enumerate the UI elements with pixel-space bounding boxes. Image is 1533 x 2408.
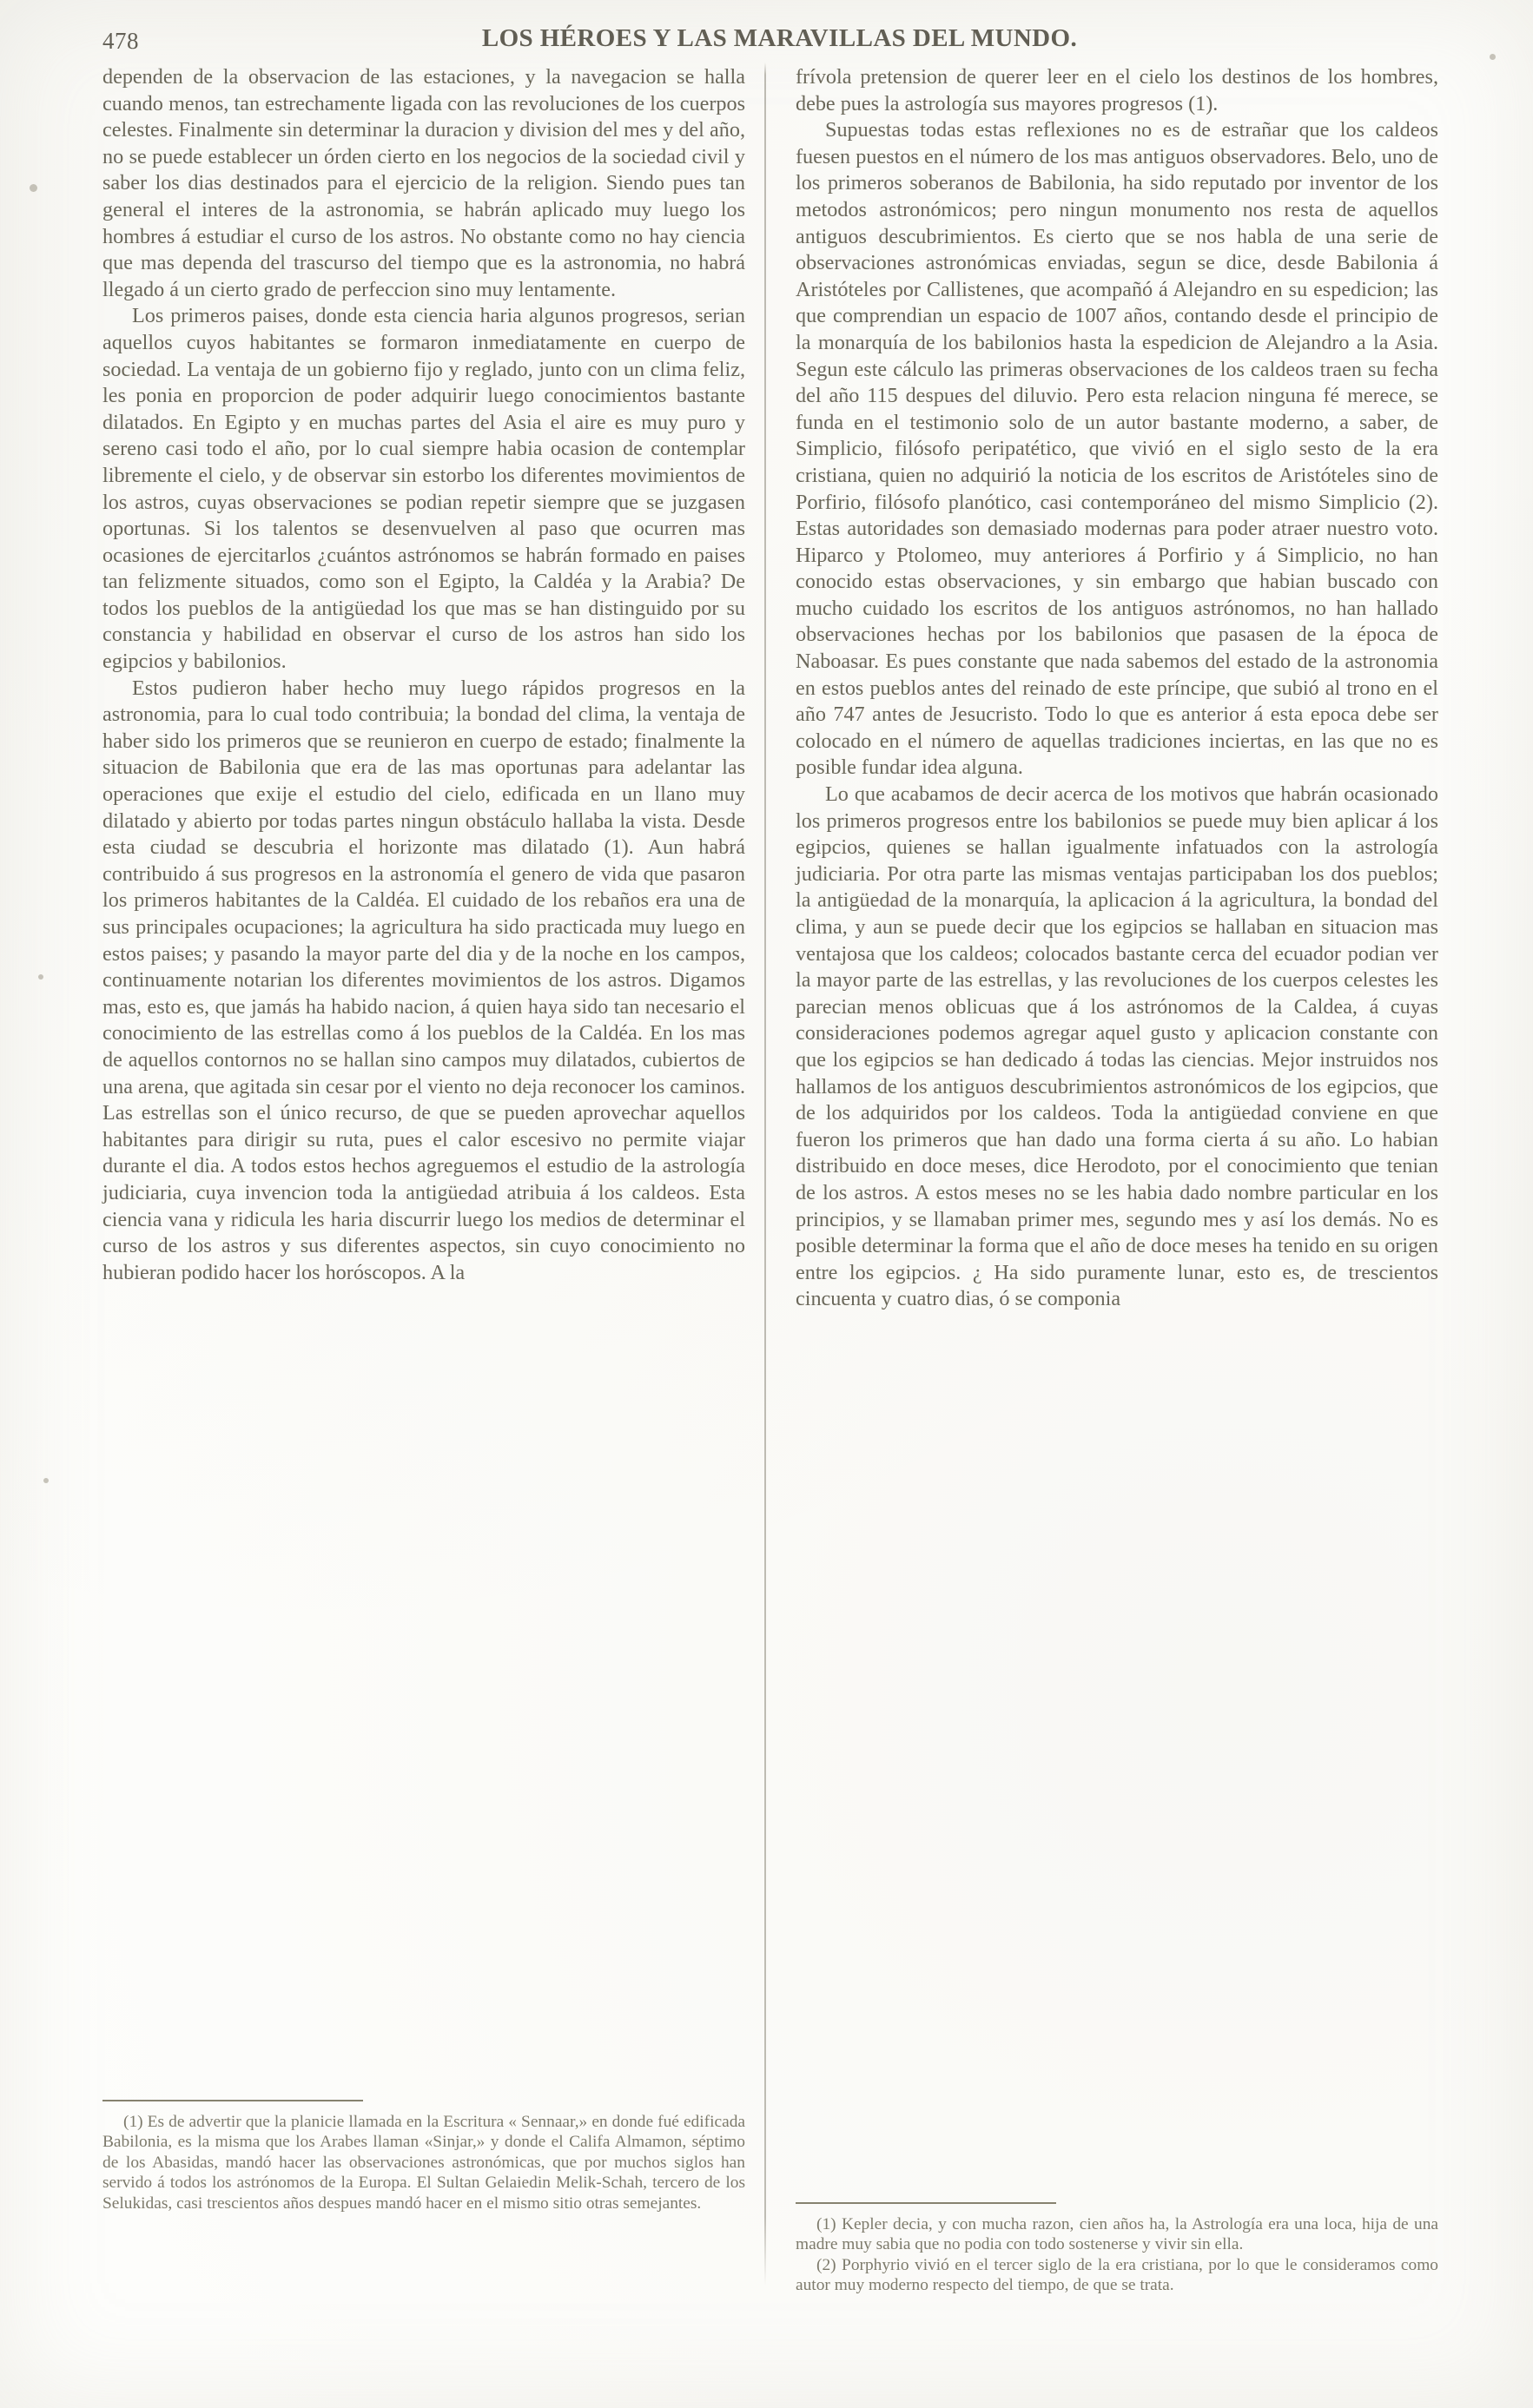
paragraph: Estos pudieron haber hecho muy luego rápidos progresos en la astronomia, para lo cual todo contribuia; la bondad del clima, la ventaja de haber sido los primeros que se reunieron en cuerpo de estado; finalmente la situacion de Babilonia que era de las mas oportunas para adelantar las operaciones que exije el estudio del cielo, edificada en un llano muy dilatado y abierto por todas partes ningun obstáculo hallaba la vista. Desde esta ciudad se descubria el horizonte mas dilatado (1). Aun habrá contribuido á sus progresos en la astronomía el genero de vida que pasaron los primeros habitantes de la Caldéa. El cuidado de los rebaños era una de sus principales ocupaciones; la agricultura ha sido practicada muy luego en estos paises; y pasando la mayor parte del dia y de la noche en los campos, continuamente notarian los diferentes movimientos de los astros. Digamos mas, esto es, que jamás ha habido nacion, á quien haya sido tan necesario el conocimiento de las estrellas como á los pueblos de la Caldéa. En los mas de aquellos contornos no se hallan sino campos muy dilatados, cubiertos de una arena, que agitada sin cesar por el viento no deja reconocer los caminos. Las estrellas son el único recurso, de que se pueden aprovechar aquellos habitantes para dirigir su ruta, pues el calor escesivo no permite viajar durante el dia. A todos estos hechos agreguemos el estudio de la astrología judiciaria, cuya invencion toda la antigüedad atribuia á los caldeos. Esta ciencia vana y ridicula les haria discurrir luego los medios de determinar el curso de los astros y sus diferentes aspectos, sin cuyo conocimiento no hubieran podido hacer los horóscopos. A la [102,676,745,1284]
page-number: 478 [102,28,139,54]
right-footnotes [796,2214,1438,2296]
paragraph: dependen de la observacion de las estaciones, y la navegacion se halla cuando menos, tan estrechamente ligada con las revoluciones de los cuerpos celestes. Finalmente sin determinar la duracion y division del mes y del año, no se puede establecer un órden cierto en los negocios de la sociedad civil y saber los dias destinados para el ejercicio de la religion. Siendo pues tan general el interes de la astronomia, se habrán aplicado muy luego los hombres á estudiar el curso de los astros. No obstante como no hay ciencia que mas dependa del trascurso del tiempo que es la astronomia, no habrá llegado á un cierto grado de perfeccion sino muy lentamente. [102,65,745,301]
footnote: (1) Es de advertir que la planicie llamada en la Escritura « Sennaar,» en donde fué edificada Babilonia, es la misma que los Arabes llaman «Sinjar,» y donde el Califa Almamon, séptimo de los Abasidas, mandó hacer las observaciones astronómicas, que por muchos siglos han servido á todos los astrónomos de la Europa. El Sultan Gelaiedin Melik-Schah, tercero de los Selukidas, casi trescientos años despues mandó hacer en el mismo sitio otras semejantes. [102,2113,745,2213]
footnote: (2) Porphyrio vivió en el tercer siglo de la era cristiana, por lo que le consideramos como autor muy moderno respecto del tiempo, de que se trata. [796,2255,1438,2295]
page-speck [30,184,37,192]
page-speck [1490,54,1496,60]
page-header [0,16,1533,54]
footnote-rule-right [796,2202,1056,2204]
footnote-rule-left [102,2100,363,2101]
footnote: (1) Kepler decia, y con mucha razon, cien años ha, la Astrología era una loca, hija de una madre muy sabia que no podia con todo sostenerse y vivir sin ella. [796,2215,1438,2254]
left-column [102,64,745,1286]
page-speck [38,974,43,980]
paragraph: Los primeros paises, donde esta ciencia haria algunos progresos, serian aquellos cuyos habitantes se formaron inmediatamente en cuerpo de sociedad. La ventaja de un gobierno fijo y reglado, junto con un clima feliz, les ponia en proporcion de poder adquirir luego conocimientos bastante dilatados. En Egipto y en muchas partes del Asia el aire es muy puro y sereno casi todo el año, por lo cual siempre habia ocasion de contemplar libremente el cielo, y de observar sin estorbo los diferentes movimientos de los astros, cuyas observaciones se podian repetir siempre que se juzgasen oportunas. Si los talentos se desenvuelven al paso que ocurren mas ocasiones de ejercitarlos ¿cuántos astrónomos se habrán formado en paises tan felizmente situados, como son el Egipto, la Caldéa y la Arabia? De todos los pueblos de la antigüedad los que mas se han distinguido por su constancia y habilidad en observar el curso de los astros han sido los egipcios y babilonios. [102,304,745,674]
right-column [796,64,1438,1313]
running-title: LOS HÉROES Y LAS MARAVILLAS DEL MUNDO. [481,24,1078,52]
paragraph: Supuestas todas estas reflexiones no es de estrañar que los caldeos fuesen puestos en el número de los mas antiguos observadores. Belo, uno de los primeros soberanos de Babilonia, ha sido reputado por inventor de los metodos astronómicos; pero ningun monumento nos resta de aquellos antiguos descubrimientos. Es cierto que se nos habla de una serie de observaciones astronómicas enviadas, segun se dice, desde Babilonia á Aristóteles por Callistenes, que acompañó á Alejandro en su espedicion; las que comprendian un espacio de 1007 años, contando desde el principio de la monarquía de los babilonios hasta la espedicion de Alejandro a la Asia. Segun este cálculo las primeras observaciones de los caldeos traen su fecha del año 115 despues del diluvio. Pero esta relacion ninguna fé merece, se funda en el testimonio solo de un autor bastante moderno, a saber, de Simplicio, filósofo peripatético, que vivió en el siglo sesto de la era cristiana, quien no adquirió la noticia de los escritos de Aristóteles sino de Porfirio, filósofo planótico, casi contemporáneo del mismo Simplicio (2). Estas autoridades son demasiado modernas para poder atraer nuestro voto. Hiparco y Ptolomeo, muy anteriores á Porfirio y á Simplicio, no han conocido estas observaciones, y sin embargo que habian buscado con mucho cuidado los escritos de los antiguos astrónomos, no han hallado observaciones hechas por los babilonios que pasasen de la época de Naboasar. Es pues constante que nada sabemos del estado de la astronomia en estos pueblos antes del reinado de este príncipe, que subió al trono en el año 747 antes de Jesucristo. Todo lo que es anterior á esta epoca debe ser colocado en el número de aquellas tradiciones inciertas, en las que no es posible fundar idea alguna. [796,118,1438,780]
paragraph: frívola pretension de querer leer en el cielo los destinos de los hombres, debe pues la astrología sus mayores progresos (1). [796,65,1438,115]
left-footnotes [102,2112,745,2213]
paragraph: Lo que acabamos de decir acerca de los motivos que habrán ocasionado los primeros progresos entre los babilonios se puede muy bien aplicar á los egipcios, quienes se hallan igualmente infatuados con la astrología judiciaria. Por otra parte las mismas ventajas participaban los dos pueblos; la antigüedad de la monarquía, la aplicacion á la agricultura, la bondad del clima, y aun se puede decir que los egipcios se hallaban en situacion mas ventajosa que los caldeos; colocados bastante cerca del ecuador podian ver la mayor parte de las estrellas, y las revoluciones de los cuerpos celestes les parecian menos oblicuas que á los astrónomos de la Caldea, á cuyas consideraciones podemos agregar aquel gusto y aplicacion constante con que los egipcios se han dedicado á todas las ciencias. Mejor instruidos nos hallamos de los antiguos descubrimientos astronómicos de los egipcios, que de los adquiridos por los caldeos. Toda la antigüedad conviene en que fueron los primeros que han dado una forma cierta á su año. Lo habian distribuido en doce meses, dice Herodoto, por el conocimiento que tenian de los astros. A estos meses no se les habia dado nombre particular en los principios, y se llamaban primer mes, segundo mes y así los demás. No es posible determinar la forma que el año de doce meses ha tenido en su origen entre los egipcios. ¿ Ha sido puramente lunar, esto es, de trescientos cincuenta y cuatro dias, ó se componia [796,782,1438,1311]
column-divider [764,63,766,2286]
page-speck [43,1478,49,1483]
